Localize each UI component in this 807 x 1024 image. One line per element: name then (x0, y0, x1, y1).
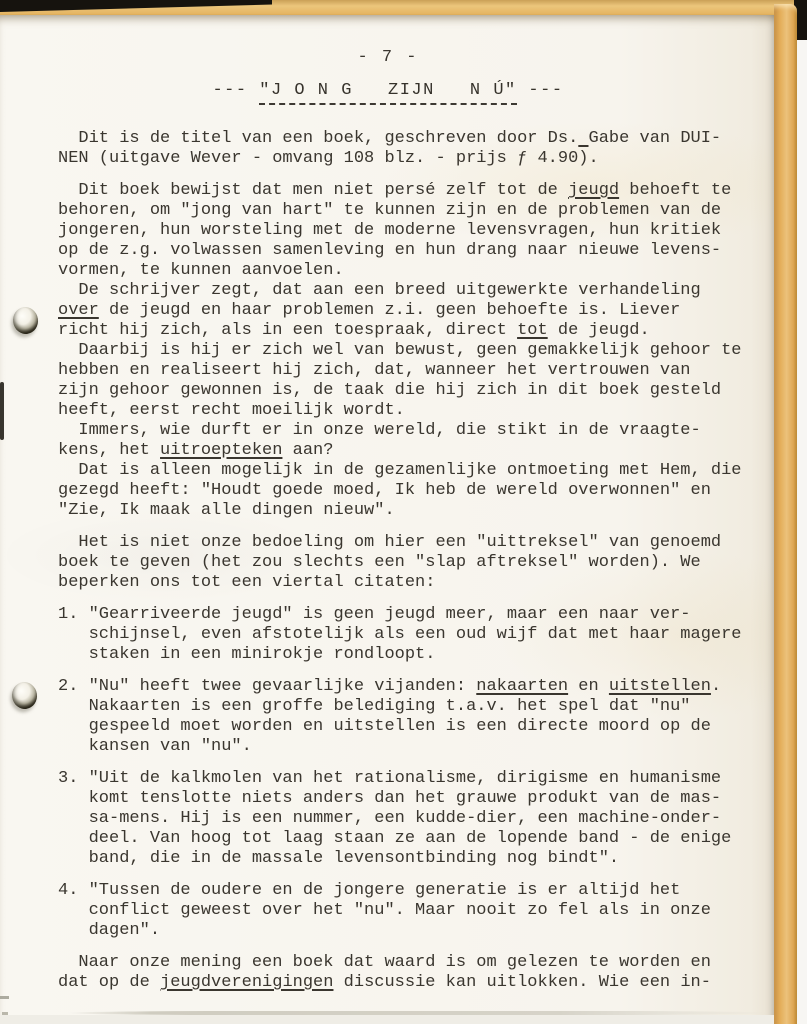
scanner-background-right (796, 0, 807, 1024)
title-text: "J O N G ZIJN N Ú" (259, 81, 516, 105)
text-line: Naar onze mening een boek dat waard is om gelezen te worden en (58, 953, 711, 972)
text-line: jongeren, hun worsteling met de moderne levensvragen, hun kritiek (58, 221, 722, 240)
citation-2 (58, 677, 764, 757)
page-title (58, 81, 718, 100)
text-line: zijn gehoor gewonnen is, de taak die hij zich in dit boek gesteld (58, 381, 722, 400)
citation-4 (58, 881, 764, 941)
text-line: staken in een minirokje rondloopt. (58, 645, 436, 664)
paper-sheet (0, 15, 774, 1024)
text-line: "Zie, Ik maak alle dingen nieuw". (58, 501, 395, 520)
text-line: Dit is de titel van een boek, geschreven door Ds. Gabe van DUI- (58, 129, 722, 148)
text-line: over de jeugd en haar problemen z.i. geen behoefte is. Liever (58, 301, 681, 320)
text-line: richt hij zich, als in een toespraak, direct tot de jeugd. (58, 321, 650, 340)
text-line: Het is niet onze bedoeling om hier een "uittreksel" van genoemd (58, 533, 722, 552)
text-line: deel. Van hoog tot laag staan ze aan de lopende band - de enige (58, 829, 732, 848)
text-line: Dit boek bewijst dat men niet persé zelf tot de jeugd behoeft te (58, 181, 732, 200)
text-line: Nakaarten is een groffe belediging t.a.v. het spel dat "nu" (58, 697, 691, 716)
text-line: NEN (uitgave Wever - omvang 108 blz. - prijs ƒ 4.90). (58, 149, 599, 168)
text-line: behoren, om "jong van hart" te kunnen zijn en de problemen van de (58, 201, 722, 220)
text-line: 3. "Uit de kalkmolen van het rationalisme, dirigisme en humanisme (58, 769, 722, 788)
text-line: dagen". (58, 921, 161, 940)
text-line: 2. "Nu" heeft twee gevaarlijke vijanden: nakaarten en uitstellen. (58, 677, 722, 696)
text-line: sa-mens. Hij is een nummer, een kudde-dier, een machine-onder- (58, 809, 722, 828)
title-dashes-left: --- (212, 81, 260, 100)
text-line: dat op de jeugdverenigingen discussie kan uitlokken. Wie een in- (58, 973, 711, 992)
text-line: vormen, te kunnen aanvoelen. (58, 261, 344, 280)
text-line: boek te geven (het zou slechts een "slap aftreksel" worden). We (58, 553, 701, 572)
title-dashes-right: --- (516, 81, 564, 100)
text-line: band, die in de massale levensontbinding nog bindt". (58, 849, 620, 868)
next-sheet-below (0, 1015, 774, 1024)
page-number: - 7 - (357, 48, 419, 67)
paragraph-author-intent (58, 281, 764, 521)
text-line: Dat is alleen mogelijk in de gezamenlijke ontmoeting met Hem, die (58, 461, 742, 480)
text-line: 1. "Gearriveerde jeugd" is geen jeugd meer, maar een naar ver- (58, 605, 691, 624)
citation-3 (58, 769, 764, 869)
text-line: heeft, eerst recht moeilijk wordt. (58, 401, 405, 420)
text-line: kansen van "nu". (58, 737, 252, 756)
next-page-edge-right (774, 4, 797, 1024)
scan-artifact-left-edge (0, 382, 4, 440)
scan-speck-bottom-left-2 (2, 1012, 8, 1015)
text-line: kens, het uitroepteken aan? (58, 441, 334, 460)
intro-paragraph (58, 129, 764, 169)
text-line: conflict geweest over het "nu". Maar nooit zo fel als in onze (58, 901, 711, 920)
text-line: Daarbij is hij er zich wel van bewust, geen gemakkelijk gehoor te (58, 341, 742, 360)
text-line: beperken ons tot een viertal citaten: (58, 573, 436, 592)
text-line: komt tenslotte niets anders dan het grauwe produkt van de mas- (58, 789, 722, 808)
text-line: 4. "Tussen de oudere en de jongere generatie is er altijd het (58, 881, 681, 900)
document-body (58, 129, 764, 993)
text-line: gezegd heeft: "Houdt goede moed, Ik heb de wereld overwonnen" en (58, 481, 711, 500)
text-line: De schrijver zegt, dat aan een breed uitgewerkte verhandeling (58, 281, 701, 300)
text-line: Immers, wie durft er in onze wereld, die stikt in de vraagte- (58, 421, 701, 440)
text-line: gespeeld moet worden en uitstellen is een directe moord op de (58, 717, 711, 736)
paragraph-book-proof (58, 181, 764, 281)
scan-speck-bottom-left (0, 996, 9, 999)
text-line: schijnsel, even afstotelijk als een oud wijf dat met haar magere (58, 625, 742, 644)
paragraph-citations-intro (58, 533, 764, 593)
text-line: hebben en realiseert hij zich, dat, wanneer het vertrouwen van (58, 361, 691, 380)
closing-paragraph (58, 953, 764, 993)
text-line: op de z.g. volwassen samenleving en hun drang naar nieuwe levens- (58, 241, 722, 260)
citation-1 (58, 605, 764, 665)
